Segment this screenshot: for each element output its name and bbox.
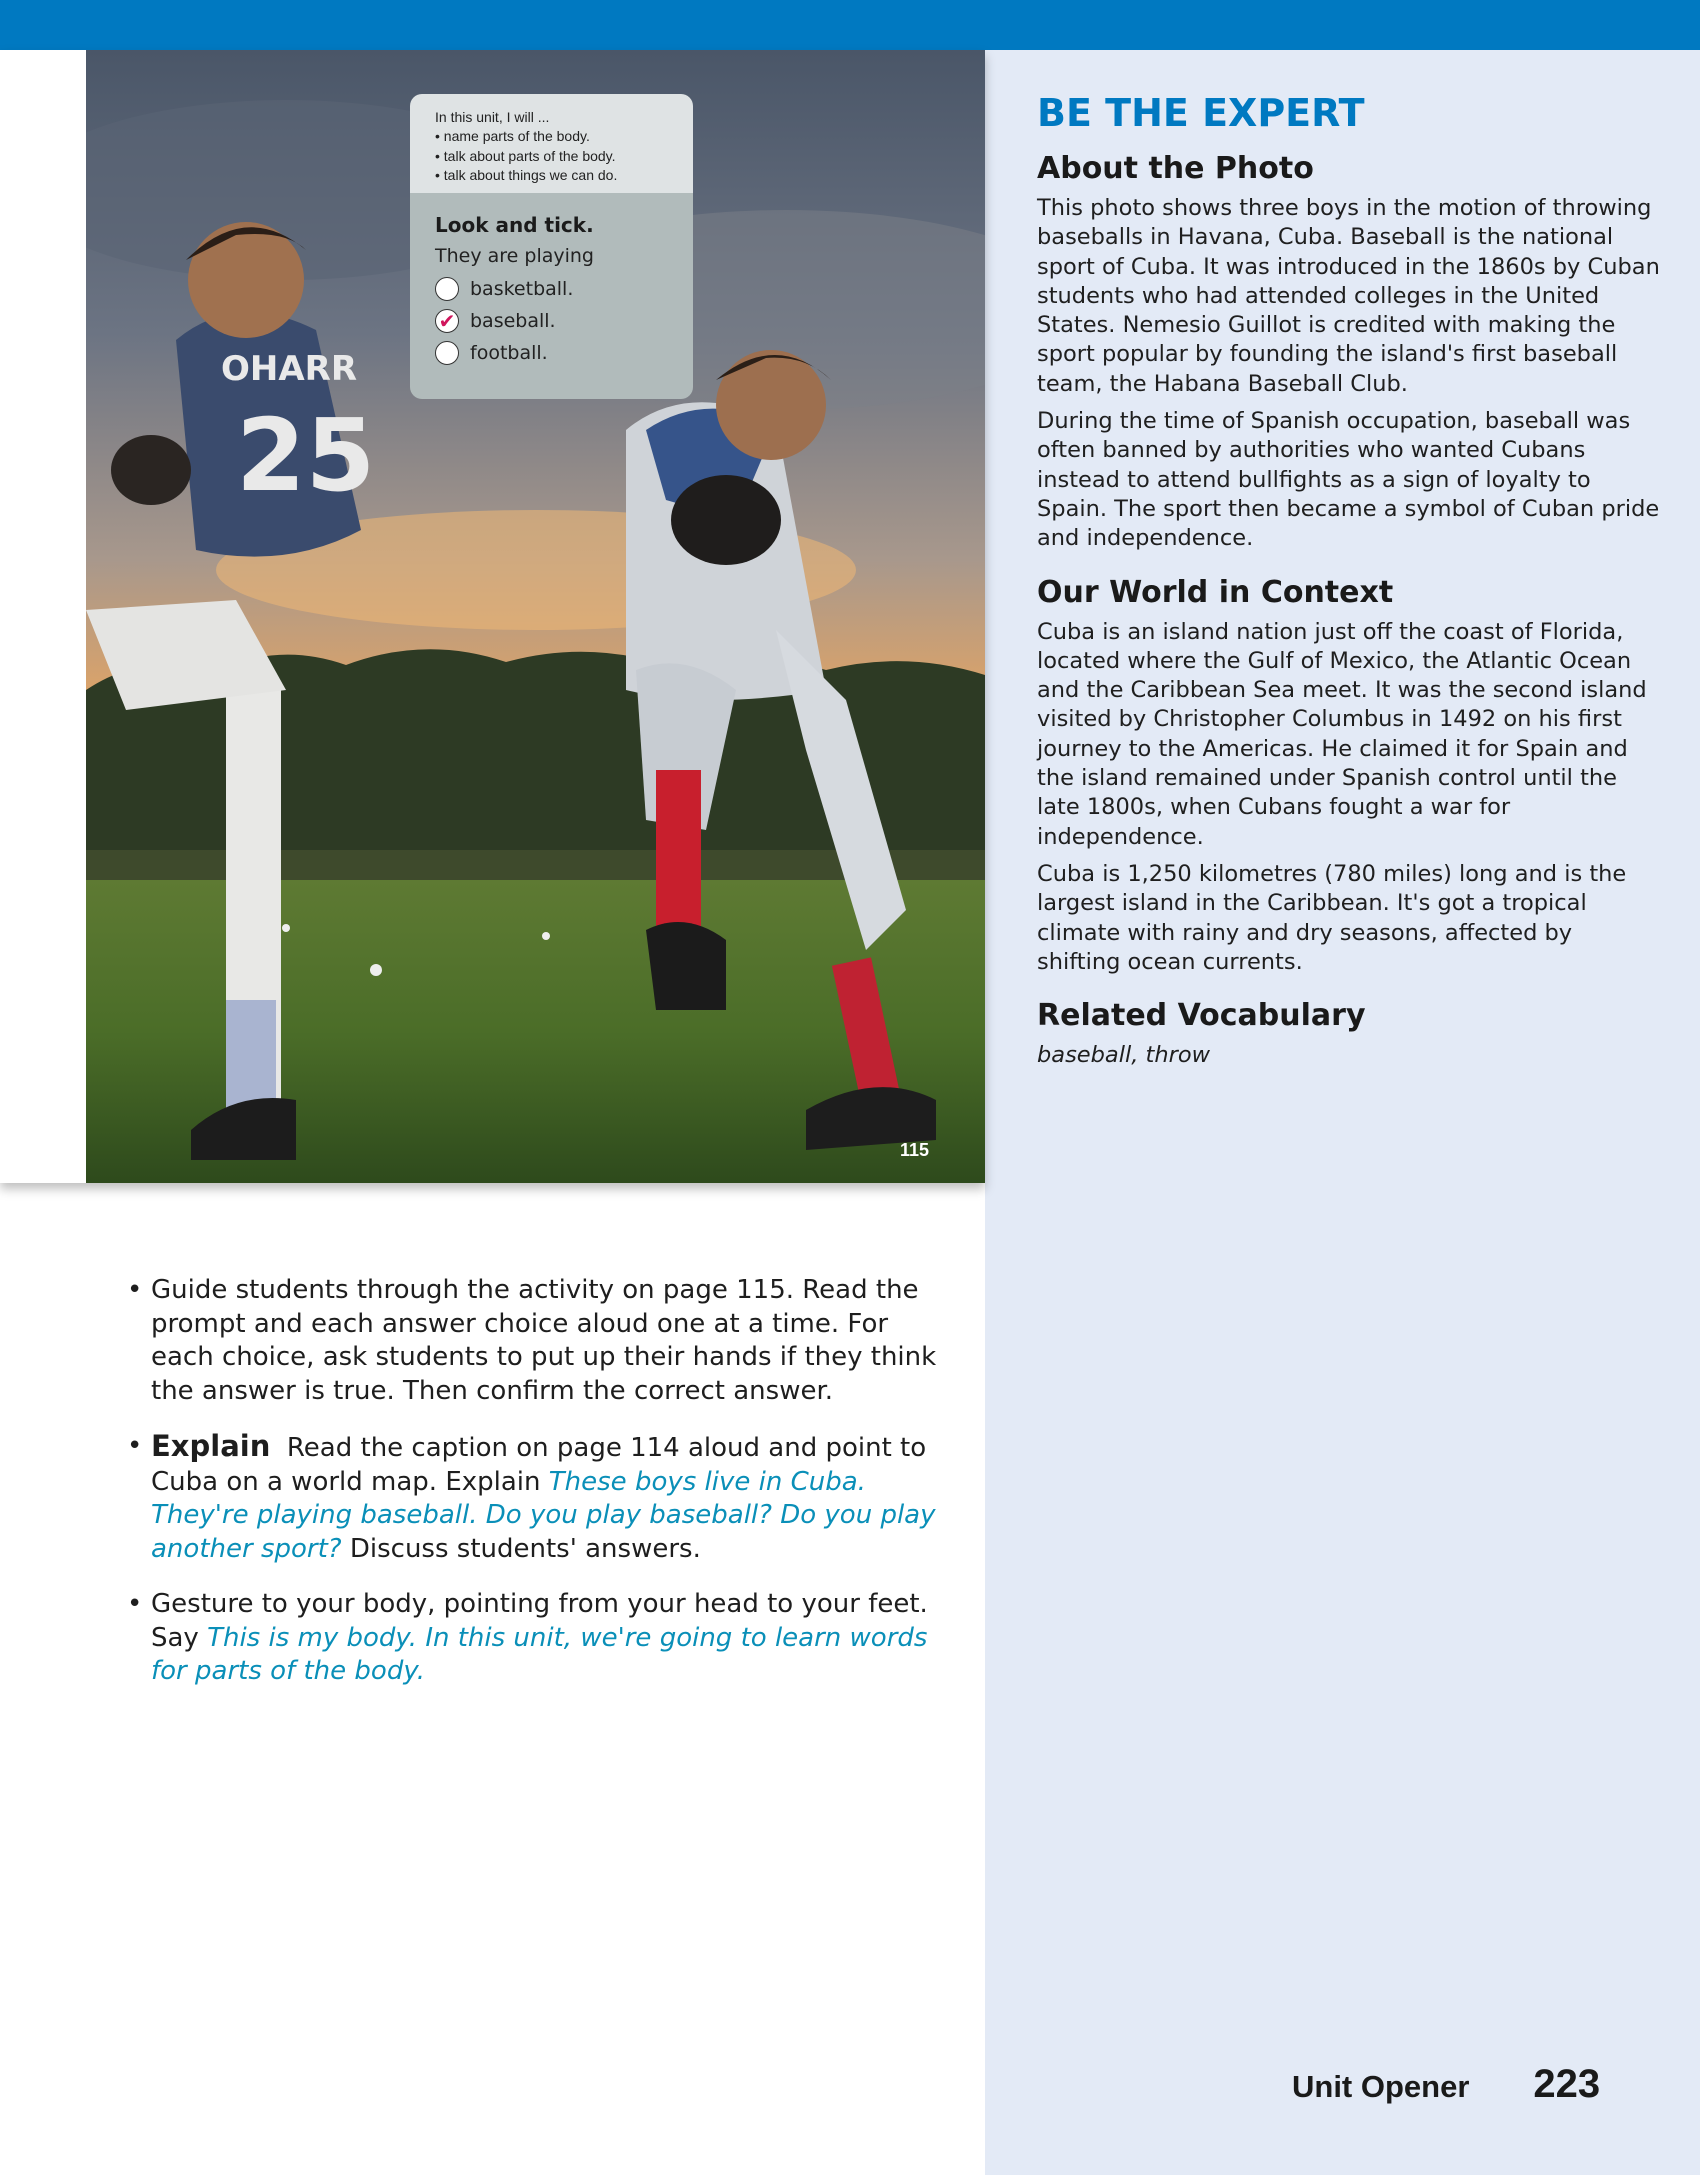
note-item <box>125 1430 945 1566</box>
unit-goal-item: • name parts of the body. <box>435 127 677 147</box>
paragraph: This photo shows three boys in the motion of throwing baseballs in Havana, Cuba. Baseball is the national sport of Cuba. It was introduced in the 1860s by Cuban students who had attended colleges in the United States. Nemesio Guillot is credited with making the sport popular by founding the island's first baseball team, the Habana Baseball Club. <box>1037 195 1660 397</box>
top-banner <box>0 0 1700 50</box>
option-label: baseball. <box>470 310 556 332</box>
note-text: Gesture to your body, pointing from your head to your feet. Say <box>151 1589 928 1653</box>
paragraph: Cuba is an island nation just off the coast of Florida, located where the Gulf of Mexico, the Atlantic Ocean and the Caribbean Sea meet. It was the second island visited by Christopher Columbus in 1492 on his first journey to the Americas. He claimed it for Spain and the island remained under Spanish control until the late 1800s, when Cubans fought a war for independence. <box>1037 618 1647 850</box>
paragraph: Cuba is 1,250 kilometres (780 miles) long and is the largest island in the Caribbean. It's got a tropical climate with rainy and dry seasons, affected by shifting ocean currents. <box>1037 860 1627 975</box>
option-baseball[interactable] <box>435 305 677 337</box>
jersey-number: 25 <box>236 397 376 514</box>
section-heading: Related Vocabulary <box>1037 998 1366 1034</box>
jersey-name: OHARR <box>221 349 358 389</box>
checkmark-icon[interactable]: ✔ <box>435 309 459 333</box>
student-page-number: 115 <box>899 1140 929 1160</box>
vocabulary-words: baseball, throw <box>1037 1042 1211 1069</box>
note-item <box>125 1588 945 1689</box>
activity-box <box>410 94 693 399</box>
section-heading: About the Photo <box>1037 151 1314 186</box>
note-text: Guide students through the activity on page 115. Read the prompt and each answer choice aloud one at a time. For each choice, ask students to put up their hands if they think the answer is true. Then confirm the correct answer. <box>151 1275 937 1406</box>
activity-title: Look and tick. <box>435 213 594 237</box>
footer-label: Unit Opener <box>1292 2069 1470 2104</box>
note-text: Read the caption on page 114 aloud and point to Cuba on a world map. Explain <box>151 1433 927 1497</box>
about-photo-section <box>1037 150 1662 554</box>
note-quote: This is my body. In this unit, we're going to learn words for parts of the body. <box>151 1622 928 1686</box>
page-number: 223 <box>1533 2062 1601 2106</box>
unit-goals <box>410 94 693 193</box>
section-heading: Our World in Context <box>1037 574 1394 610</box>
paragraph: During the time of Spanish occupation, baseball was often banned by authorities who wanted Cubans instead to attend bullfights as a sign of loyalty to Spain. The sport then became a symbol of Cuban pride and independence. <box>1037 408 1660 552</box>
teacher-notes <box>125 1274 945 1711</box>
bullet-icon: • <box>127 1431 143 1461</box>
be-the-expert <box>1037 88 1662 1090</box>
expert-title: BE THE EXPERT <box>1037 91 1365 135</box>
note-quote: These boys live in Cuba. They're playing baseball. Do you play baseball? Do you play another sport? <box>151 1466 936 1564</box>
option-label: football. <box>470 342 548 364</box>
unit-goal-item: • talk about parts of the body. <box>435 147 677 167</box>
activity-prompt: They are playing <box>435 245 594 267</box>
option-basketball[interactable] <box>435 273 677 305</box>
note-text: Discuss students' answers. <box>349 1533 701 1564</box>
unit-goal-item: • talk about things we can do. <box>435 166 677 186</box>
option-label: basketball. <box>470 278 574 300</box>
radio-circle-icon[interactable] <box>435 277 459 301</box>
unit-goals-list <box>435 127 677 186</box>
vocabulary-section <box>1037 997 1662 1070</box>
note-label-explain: Explain <box>151 1429 271 1463</box>
radio-circle-icon[interactable] <box>435 341 459 365</box>
unit-goals-title: In this unit, I will ... <box>435 109 550 125</box>
note-item <box>125 1274 945 1408</box>
page-footer <box>1292 2062 1600 2107</box>
world-context-section <box>1037 574 1662 978</box>
look-and-tick-activity <box>410 193 693 399</box>
bullet-icon: • <box>127 1275 143 1305</box>
bullet-icon: • <box>127 1589 143 1619</box>
option-football[interactable] <box>435 337 677 369</box>
student-page-thumbnail <box>0 50 985 1183</box>
